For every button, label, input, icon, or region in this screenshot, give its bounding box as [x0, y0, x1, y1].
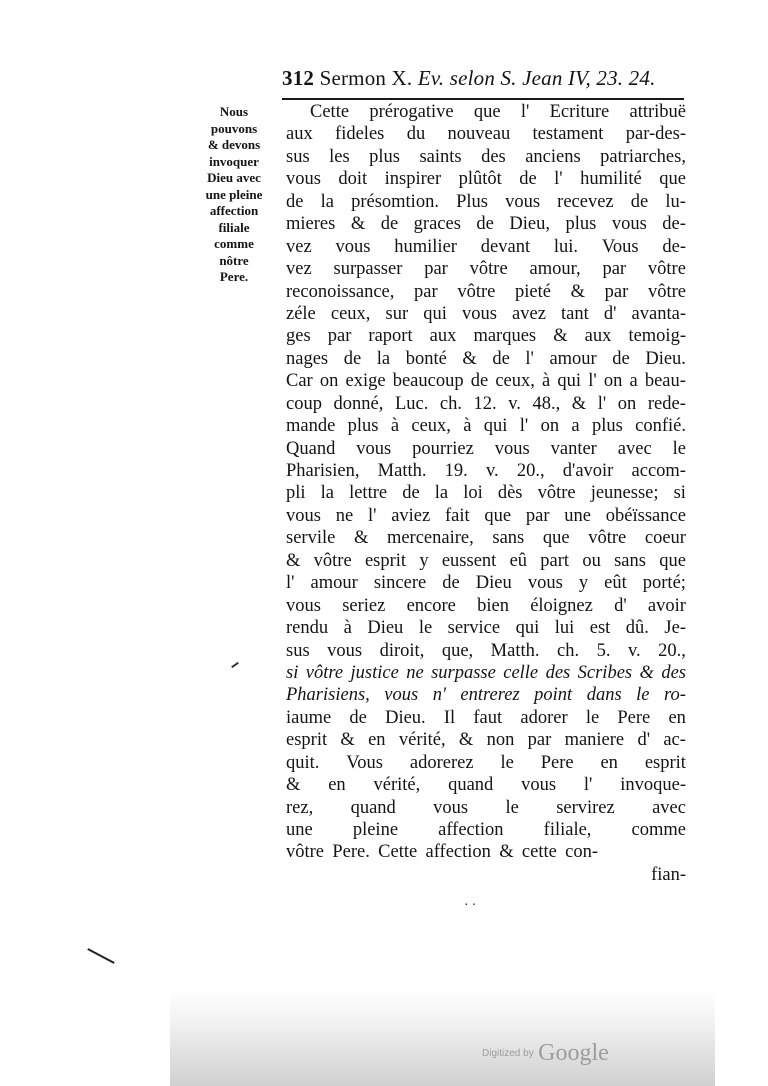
text-line: sus les plus saints des anciens patriarches,: [286, 146, 686, 167]
gospel-reference: Ev. selon S. Jean IV, 23. 24.: [417, 66, 656, 90]
sermon-title: Sermon X.: [319, 66, 413, 90]
margin-note-line: une pleine: [205, 186, 263, 202]
text-line: sus vous diroit, que, Matth. ch. 5. v. 20.,: [286, 640, 686, 661]
text-line: fian-: [651, 864, 686, 885]
running-header: [282, 66, 682, 96]
text-line: zéle ceux, sur qui vous avez tant d' avanta-: [286, 303, 686, 324]
text-line: & vôtre esprit y eussent eû part ou sans que: [286, 550, 686, 571]
scan-mark: [87, 948, 114, 964]
margin-note-line: Dieu avec: [207, 170, 261, 185]
margin-note-line: & devons: [207, 137, 261, 152]
text-line: vous seriez encore bien éloignez d' avoir: [286, 595, 686, 616]
text-line: coup donné, Luc. ch. 12. v. 48., & l' on rede-: [286, 393, 686, 414]
margin-note-line: invoquer: [209, 153, 259, 169]
text-line: reconoissance, par vôtre pieté & par vôtre: [286, 281, 686, 302]
margin-note-line: comme: [214, 236, 254, 251]
text-line: servile & mercenaire, sans que vôtre coeur: [286, 528, 686, 549]
text-line: nages de la bonté & de l' amour de Dieu.: [286, 348, 686, 369]
text-line: Pharisien, Matth. 19. v. 20., d'avoir accom-: [286, 461, 686, 481]
text-line: vôtre Pere. Cette affection & cette con-: [286, 842, 599, 863]
text-line: rendu à Dieu le service qui lui est dû. Je-: [286, 618, 686, 639]
margin-note-line: Pere.: [219, 269, 249, 284]
text-line: mieres & de graces de Dieu, plus vous de-: [286, 214, 686, 235]
text-line: rez, quand vous le servirez avec: [286, 797, 686, 818]
margin-note-line: filiale: [218, 219, 250, 235]
text-line: vous doit inspirer plûtôt de l' humilité que: [286, 169, 686, 190]
header-rule: [282, 98, 684, 100]
text-line: Pharisiens, vous n' entrerez point dans le ro-: [286, 685, 686, 706]
text-line: l' amour sincere de Dieu vous y eût porté;: [286, 573, 686, 594]
text-line: si vôtre justice ne surpasse celle des Scribes & des: [286, 662, 686, 683]
text-line: de la présomtion. Plus vous recevez de lu-: [286, 191, 686, 212]
text-line: ges par raport aux marques & aux temoig-: [286, 326, 686, 347]
watermark-brand: Google: [538, 1040, 609, 1066]
text-line: esprit & en vérité, & non par maniere d' ac-: [286, 730, 686, 751]
text-line: aux fideles du nouveau testament par-des-: [286, 124, 686, 145]
margin-note-line: Nous: [219, 104, 249, 119]
margin-note-line: nôtre: [219, 252, 249, 268]
text-line: & en vérité, quand vous l' invoque-: [286, 775, 686, 796]
margin-note-line: pouvons: [210, 120, 258, 136]
margin-note: [196, 104, 272, 286]
text-line: vez surpasser par vôtre amour, par vôtre: [286, 259, 686, 280]
text-line: iaume de Dieu. Il faut adorer le Pere en: [286, 707, 686, 728]
text-line: vous ne l' aviez fait que par une obéïssance: [286, 505, 686, 526]
margin-note-line: affection: [209, 203, 259, 218]
watermark-prefix: Digitized by: [482, 1048, 534, 1059]
text-line: Quand vous pourriez vous vanter avec le: [286, 438, 686, 459]
text-line: Car on exige beaucoup de ceux, à qui l' on a beau-: [286, 371, 686, 392]
text-line: Cette prérogative que l' Ecriture attribuë: [310, 102, 686, 122]
text-line: quit. Vous adorerez le Pere en esprit: [286, 752, 686, 773]
text-line: pli la lettre de la loi dès vôtre jeunesse; si: [286, 483, 686, 504]
catchword-dots: ··: [464, 898, 480, 913]
text-line: mande plus à ceux, à qui l' on a plus confié.: [286, 416, 686, 437]
digitized-watermark: [482, 1040, 609, 1067]
margin-tick: [231, 662, 239, 668]
text-line: une pleine affection filiale, comme: [286, 820, 686, 840]
scan-bottom-edge: [170, 990, 715, 1086]
sermon-body-text: [286, 101, 686, 886]
text-line: vez vous humilier devant lui. Vous de-: [286, 236, 686, 257]
page-number: 312: [282, 66, 315, 90]
